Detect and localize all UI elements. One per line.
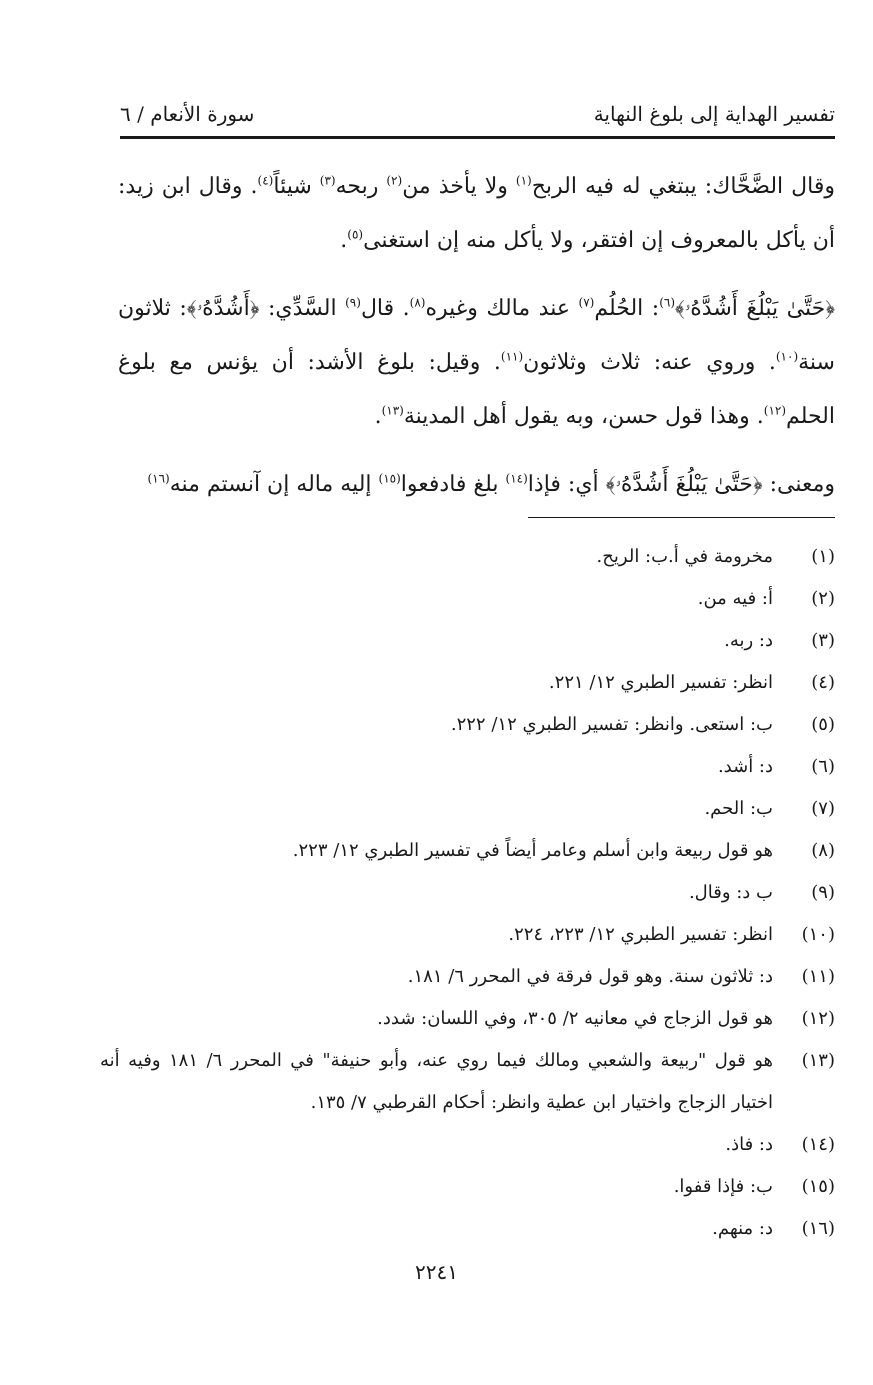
page-number: ٢٢٤١	[415, 1260, 458, 1284]
footnote-number: (١٤)	[801, 1134, 835, 1155]
paragraph	[118, 458, 835, 512]
footnote	[100, 1124, 835, 1166]
footnote-text: هو قول "ربيعة والشعبي ومالك فيما روي عنه، وأبو حنيفة" في المحرر ٦/ ١٨١ وفيه أنه اختيار الزجاج واختيار ابن عطية وانظر: أحكام القرطبي ٧/ ١٣٥.	[100, 1050, 774, 1113]
footnote	[100, 620, 835, 662]
footnote	[100, 1208, 835, 1250]
footnote-text: انظر: تفسير الطبري ١٢/ ٢٢١.	[548, 672, 773, 693]
footnote-number: (٤)	[811, 672, 835, 693]
text-run: : ثلاثون سنة	[118, 296, 835, 375]
footnote-text: د: ثلاثون سنة. وهو قول فرقة في المحرر ٦/ ١٨١.	[407, 966, 773, 987]
footnote-ref: (١١)	[500, 349, 524, 364]
book-title: تفسير الهداية إلى بلوغ النهاية	[593, 102, 835, 126]
footnote	[100, 914, 835, 956]
footnote-number: (١٢)	[801, 1008, 835, 1029]
footnote-number: (٧)	[811, 798, 835, 819]
text-run: . قال	[360, 296, 410, 321]
footnote	[100, 746, 835, 788]
footnote-text: انظر: تفسير الطبري ١٢/ ٢٢٣، ٢٢٤.	[508, 924, 773, 945]
footnote-text: هو قول الزجاج في معانيه ٢/ ٣٠٥، وفي اللسان: شدد.	[377, 1008, 773, 1029]
text-run: شيئاً	[273, 174, 320, 199]
paragraph	[118, 160, 835, 268]
footnote-text: د: ربه.	[724, 630, 773, 651]
quran-quote: ﴿أَشُدَّهُۥ﴾	[186, 296, 260, 321]
text-run: بلغ فادفعوا	[400, 472, 506, 497]
footnote-number: (٥)	[811, 714, 835, 735]
text-run: . وروي عنه: ثلاث وثلاثون	[523, 350, 776, 375]
footnote-number: (٦)	[811, 756, 835, 777]
text-run: .	[340, 228, 348, 253]
running-header	[120, 96, 835, 139]
footnote-number: (١١)	[801, 966, 835, 987]
footnote	[100, 704, 835, 746]
footnote-text: ب: استعى. وانظر: تفسير الطبري ١٢/ ٢٢٢.	[450, 714, 773, 735]
text-run: أي: فإذا	[527, 472, 606, 497]
footnote	[100, 956, 835, 998]
footnote-ref: (٨)	[409, 295, 426, 310]
footnote-ref: (١)	[515, 173, 532, 188]
text-run: ربحه	[335, 174, 387, 199]
footnote-text: ب د: وقال.	[688, 882, 773, 903]
footnote-text: هو قول ربيعة وابن أسلم وعامر أيضاً في تفسير الطبري ١٢/ ٢٢٣.	[292, 840, 773, 861]
footnote-number: (١٦)	[801, 1218, 835, 1239]
footnote-number: (١٠)	[801, 924, 835, 945]
footnote-ref: (٩)	[345, 295, 361, 310]
footnote-ref: (٣)	[319, 173, 336, 188]
footnote-ref: (٥)	[347, 227, 364, 242]
text-run: . وهذا قول حسن، وبه يقول أهل المدينة	[403, 404, 764, 429]
footnote-ref: (٦)	[659, 295, 676, 310]
footnote	[100, 536, 835, 578]
footnote-ref: (٢)	[386, 173, 403, 188]
footnote-ref: (١٢)	[763, 403, 787, 418]
footnote-separator	[528, 517, 835, 518]
footnote-ref: (٤)	[257, 173, 274, 188]
footnote	[100, 830, 835, 872]
footnote	[100, 788, 835, 830]
text-run: . وقيل: بلوغ الأشد: أن يؤنس مع بلوغ الحلم	[118, 350, 835, 429]
footnote-number: (٢)	[811, 588, 835, 609]
footnote-number: (٨)	[811, 840, 835, 861]
footnote-ref: (١٦)	[147, 471, 170, 486]
text-run: . وقال ابن زيد: أن يأكل بالمعروف إن افتقر، ولا يأكل منه إن استغنى	[118, 174, 835, 253]
quran-quote: ﴿حَتَّىٰ يَبْلُغَ أَشُدَّهُۥ﴾	[675, 296, 835, 321]
footnote	[100, 998, 835, 1040]
footnote-text: ب: فإذا قفوا.	[673, 1176, 773, 1197]
footnote	[100, 872, 835, 914]
footnote-number: (٩)	[811, 882, 835, 903]
footnote	[100, 578, 835, 620]
footnote-number: (٣)	[811, 630, 835, 651]
footnote	[100, 1166, 835, 1208]
text-run: : الحُلُم	[594, 296, 660, 321]
text-run: عند مالك وغيره	[425, 296, 579, 321]
footnote-text: أ: فيه من.	[697, 588, 773, 609]
text-run: السَّدِّي:	[259, 296, 346, 321]
footnote	[100, 662, 835, 704]
text-run: ومعنى:	[762, 472, 835, 497]
footnote	[100, 1040, 835, 1124]
text-run: إليه ماله إن آنستم منه	[169, 472, 379, 497]
footnote-number: (١)	[811, 546, 835, 567]
footnote-ref: (١٣)	[381, 403, 404, 418]
footnote-text: مخرومة في أ.ب: الريح.	[596, 546, 773, 567]
footnote-ref: (١٠)	[775, 349, 799, 364]
paragraph	[118, 282, 835, 444]
text-run: ولا يأخذ من	[402, 174, 516, 199]
main-text	[118, 160, 835, 526]
text-run: وقال الضَّحَّاك: يبتغي له فيه الربح	[531, 174, 835, 199]
quran-quote: ﴿حَتَّىٰ يَبْلُغَ أَشُدَّهُۥ﴾	[605, 472, 763, 497]
footnote-text: د: فاذ.	[725, 1134, 773, 1155]
footnote-number: (١٣)	[801, 1050, 835, 1071]
footnote-ref: (١٥)	[378, 471, 401, 486]
footnote-ref: (١٤)	[505, 471, 528, 486]
footnote-number: (١٥)	[801, 1176, 835, 1197]
footnote-ref: (٧)	[578, 295, 595, 310]
footnote-text: ب: الحم.	[704, 798, 773, 819]
footnotes	[100, 536, 835, 1250]
surah-label: سورة الأنعام / ٦	[120, 102, 255, 126]
text-run: .	[374, 404, 382, 429]
footnote-text: د: منهم.	[712, 1218, 773, 1239]
footnote-text: د: أشد.	[717, 756, 773, 777]
